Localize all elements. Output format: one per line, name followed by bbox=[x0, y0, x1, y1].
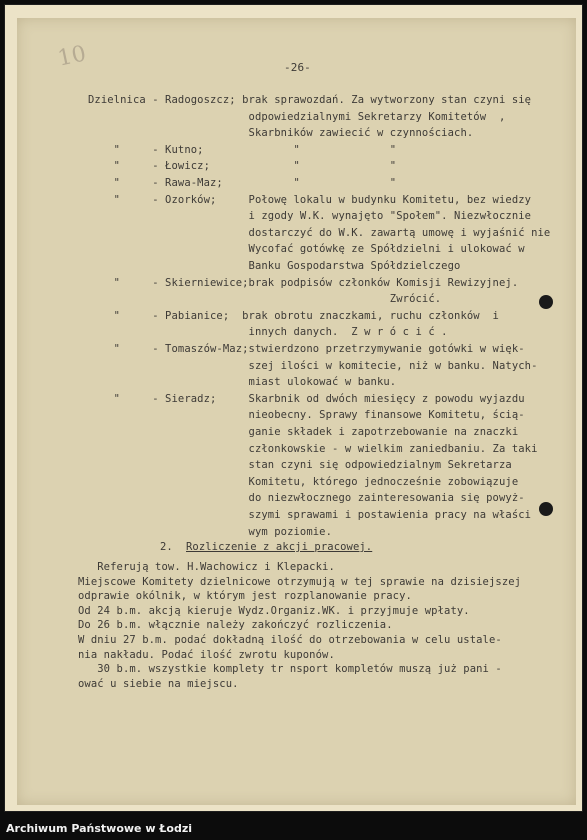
text-line: Do 26 b.m. włącznie należy zakończyć rozliczenia. bbox=[78, 619, 393, 632]
text-line: ować u siebie na miejscu. bbox=[78, 677, 239, 690]
section-heading: Rozliczenie z akcji pracowej. bbox=[186, 541, 373, 553]
text-line: Banku Gospodarstwa Spółdzielczego bbox=[88, 260, 461, 272]
text-line: " - Kutno; " " bbox=[88, 143, 397, 156]
text-line: " - Łowicz; " " bbox=[88, 160, 397, 173]
text-line: stan czyni się odpowiedzialnym Sekretarza bbox=[88, 459, 512, 472]
text-line: " - Sieradz; Skarbnik od dwóch miesięcy z powodu wyjazdu bbox=[88, 392, 525, 405]
punch-hole-top bbox=[539, 295, 553, 309]
archive-name: Archiwum Państwowe w Łodzi bbox=[6, 822, 193, 835]
page-number: -26- bbox=[284, 61, 311, 74]
text-line: członkowskie - w wielkim zaniedbaniu. Za taki bbox=[88, 442, 538, 455]
text-line: szej ilości w komitecie, niż w banku. Natych- bbox=[88, 359, 538, 372]
text-line: Od 24 b.m. akcją kieruje Wydz.Organiz.WK. i przyjmuje wpłaty. bbox=[78, 604, 470, 617]
text-line: ganie składek i zapotrzebowanie na znaczki bbox=[88, 426, 519, 438]
text-line: miast ulokować w banku. bbox=[88, 376, 397, 389]
text-line: " - Rawa-Maz; " " bbox=[88, 177, 397, 189]
text-line: Zwrócić. bbox=[88, 293, 442, 306]
text-line: " - Skierniewice;brak podpisów członków Komisji Rewizyjnej. bbox=[88, 276, 519, 289]
punch-hole-bottom bbox=[539, 502, 553, 516]
text-line: Skarbników zawiecić w czynnościach. bbox=[88, 127, 474, 140]
text-line: nia nakładu. Podać ilość zwrotu kuponów. bbox=[78, 648, 335, 661]
text-line: dostarczyć do W.K. zawartą umowę i wyjaśnić nie bbox=[88, 226, 551, 239]
text-line: " - Tomaszów-Maz;stwierdzono przetrzymywanie gotówki w więk- bbox=[88, 343, 525, 355]
text-line: Komitetu, którego jednocześnie zobowiązuje bbox=[88, 475, 519, 488]
text-line: Dzielnica - Radogoszcz; brak sprawozdań. Za wytworzony stan czyni się bbox=[88, 94, 532, 106]
text-line: i zgody W.K. wynajęto "Społem". Niezwłocznie bbox=[88, 210, 532, 223]
text-line: Referują tow. H.Wachowicz i Klepacki. bbox=[78, 561, 335, 573]
text-line: wym poziomie. bbox=[88, 525, 333, 538]
pencil-annotation: 10 bbox=[55, 41, 89, 72]
text-line: do niezwłocznego zainteresowania się powyż- bbox=[88, 492, 525, 505]
text-line: " - Ozorków; Połowę lokalu w budynku Komitetu, bez wiedzy bbox=[88, 193, 532, 206]
text-line: W dniu 27 b.m. podać dokładną ilość do otrzebowania w celu ustale- bbox=[78, 634, 502, 646]
text-line: innych danych. Z w r ó c i ć . bbox=[88, 326, 448, 339]
text-line: nieobecny. Sprawy finansowe Komitetu, ścią- bbox=[88, 409, 525, 422]
text-line: 30 b.m. wszystkie komplety tr nsport kompletów muszą już pani - bbox=[78, 663, 502, 676]
text-line: szymi sprawami i postawienia pracy na właści bbox=[88, 509, 532, 521]
text-line: odprawie okólnik, w którym jest rozplanowanie pracy. bbox=[78, 590, 412, 603]
text-line: Miejscowe Komitety dzielnicowe otrzymują w tej sprawie na dzisiejszej bbox=[78, 575, 522, 588]
text-line: Wycofać gotówkę ze Spółdzielni i ulokować w bbox=[88, 243, 525, 256]
text-line: " - Pabianice; brak obrotu znaczkami, ruchu członków i bbox=[88, 309, 499, 322]
archive-footer bbox=[0, 812, 587, 840]
text-line: odpowiedzialnymi Sekretarzy Komitetów , bbox=[88, 110, 506, 123]
section-number: 2. bbox=[160, 541, 173, 553]
scan-frame bbox=[4, 4, 583, 812]
